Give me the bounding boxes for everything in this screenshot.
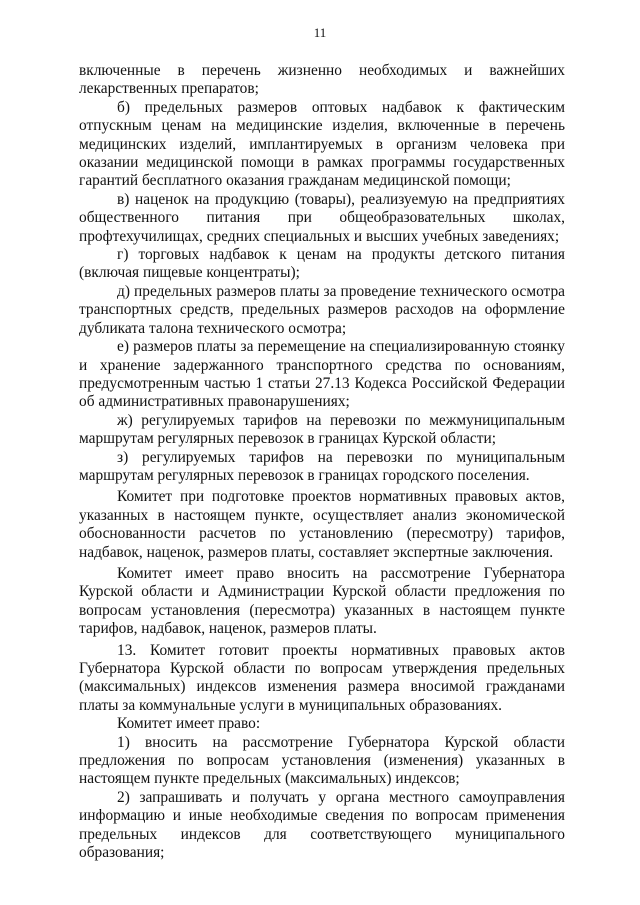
- paragraph-item-zh: ж) регулируемых тарифов на перевозки по межмуниципальным маршрутам регулярных перевозок в границах Курской области;: [79, 411, 565, 448]
- paragraph-item-g: г) торговых надбавок к ценам на продукты детского питания (включая пищевые концентраты);: [79, 246, 565, 282]
- document-body: [79, 62, 565, 862]
- paragraph-item-d: д) предельных размеров платы за проведение технического осмотра транспортных средств, предельных размеров расходов на оформление дубликата талона технического осмотра;: [79, 282, 565, 337]
- paragraph-item-b: б) предельных размеров оптовых надбавок к фактическим отпускным ценам на медицинские изделия, включенные в перечень медицинских изделий, имплантируемых в организм человека при оказании медицинской помощи в рамках программы государственных гарантий бесплатного оказания гражданам медицинской помощи;: [79, 98, 565, 190]
- paragraph-committee-right: Комитет имеет право вносить на рассмотрение Губернатора Курской области и Администрации Курской области предложения по вопросам установления (пересмотра) указанных в настоящем пункте тарифов, надбавок, наценок, размеров платы.: [79, 564, 565, 638]
- paragraph-committee-has-right: Комитет имеет право:: [117, 715, 261, 733]
- page-number: 11: [313, 25, 327, 40]
- paragraph-item-e: е) размеров платы за перемещение на специализированную стоянку и хранение задержанного транспортного средства по основаниям, предусмотренным частью 1 статьи 27.13 Кодекса Российской Федерации об административных правонарушениях;: [79, 338, 565, 411]
- paragraph-committee-analysis: Комитет при подготовке проектов нормативных правовых актов, указанных в настоящем пункте, осуществляет анализ экономической обоснованности расчетов по установлению (пересмотру) тарифов, надбавок, наценок, размеров платы, составляет экспертные заключения.: [79, 488, 565, 561]
- paragraph-item-z: з) регулируемых тарифов на перевозки по муниципальным маршрутам регулярных перевозок в границах городского поселения.: [79, 448, 565, 484]
- paragraph-right-2: 2) запрашивать и получать у органа местного самоуправления информацию и иные необходимые сведения по вопросам применения предельных индексов для соответствующего муниципального образования;: [79, 788, 565, 862]
- paragraph-right-1: 1) вносить на рассмотрение Губернатора Курской области предложения по вопросам установления (изменения) указанных в настоящем пункте предельных (максимальных) индексов;: [79, 733, 565, 788]
- paragraph-continuation: включенные в перечень жизненно необходимых и важнейших лекарственных препаратов;: [79, 62, 565, 98]
- paragraph-section-13: 13. Комитет готовит проекты нормативных правовых актов Губернатора Курской области по вопросам утверждения предельных (максимальных) индексов изменения размера вносимой гражданами платы за коммунальные услуги в муниципальных образованиях.: [79, 641, 565, 714]
- paragraph-item-v: в) наценок на продукцию (товары), реализуемую на предприятиях общественного питания при общеобразовательных школах, профтехучилищах, средних специальных и высших учебных заведениях;: [79, 190, 565, 245]
